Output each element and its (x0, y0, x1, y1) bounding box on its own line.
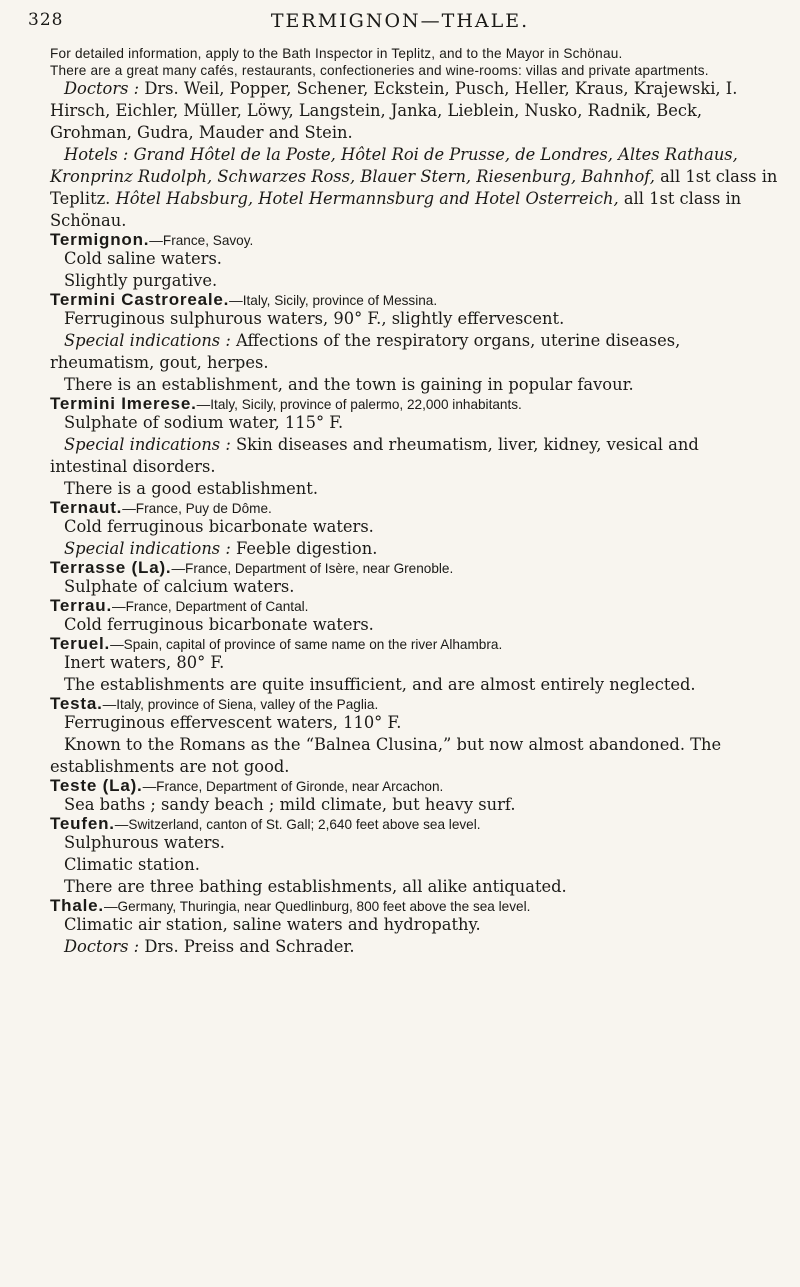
entry-location: —Italy, province of Siena, valley of the Paglia. (102, 697, 379, 712)
entry-note: There is a good establishment. (64, 479, 319, 498)
special-indications-label: Special indications : (64, 331, 231, 350)
entry (50, 500, 778, 560)
hotels-list-2: Hôtel Habsburg, Hotel Hermannsburg and Hotel Osterreich, (115, 189, 619, 208)
entry-line: Sulphurous waters. (64, 833, 225, 852)
entry-headword: Termini Castroreale. (50, 290, 230, 309)
special-indications (50, 538, 778, 560)
special-indications-label: Special indications : (64, 435, 231, 454)
entry-heading (50, 292, 778, 308)
page-number: 328 (28, 10, 64, 30)
intro-hotels (50, 144, 778, 232)
entry-location: —Italy, Sicily, province of Messina. (229, 293, 438, 308)
entry-location: —France, Puy de Dôme. (122, 501, 272, 516)
entry (50, 636, 778, 696)
entry (50, 292, 778, 396)
entry-location: —Germany, Thuringia, near Quedlinburg, 800 feet above the sea level. (103, 899, 531, 914)
entry-heading (50, 598, 778, 614)
entry-line: Climatic air station, saline waters and hydropathy. (64, 915, 481, 934)
entry-heading (50, 232, 778, 248)
entry-line: Cold saline waters. (64, 249, 222, 268)
hotels-note-2: all 1st class in Schönau. (50, 189, 742, 230)
entry-headword: Terrau. (50, 596, 112, 615)
entry (50, 560, 778, 598)
page-content (50, 46, 778, 958)
entry-headword: Terrasse (La). (50, 558, 172, 577)
entry (50, 396, 778, 500)
entry-headword: Termini Imerese. (50, 394, 197, 413)
entry-heading (50, 696, 778, 712)
entry-heading (50, 396, 778, 412)
entry-headword: Ternaut. (50, 498, 123, 517)
entry-heading (50, 636, 778, 652)
entry-heading (50, 500, 778, 516)
entry (50, 778, 778, 816)
entry-line: Known to the Romans as the “Balnea Clusina,” but now almost abandoned. The establishments are not good. (50, 735, 722, 776)
special-indications (50, 330, 778, 374)
entry-line: Sulphate of calcium waters. (64, 577, 295, 596)
entry-headword: Teufen. (50, 814, 115, 833)
entry (50, 816, 778, 898)
entry-note: There is an establishment, and the town is gaining in popular favour. (64, 375, 634, 394)
hotels-list-1: Grand Hôtel de la Poste, Hôtel Roi de Prusse, de Londres, Altes Rathaus, Kronprinz Rudolph, Schwarzes Ross, Blauer Stern, Riesenburg, Bahnhof, (50, 145, 738, 186)
entry-line: Climatic station. (64, 855, 200, 874)
entry-heading (50, 816, 778, 832)
entry-headword: Termignon. (50, 230, 150, 249)
entry-line: Cold ferruginous bicarbonate waters. (64, 517, 374, 536)
special-indications (50, 434, 778, 478)
entry-heading (50, 778, 778, 794)
entry-doctors (50, 936, 778, 958)
entry (50, 696, 778, 778)
entry-line: Cold ferruginous bicarbonate waters. (64, 615, 374, 634)
entry-line: Ferruginous sulphurous waters, 90° F., slightly effervescent. (64, 309, 565, 328)
entry-headword: Teste (La). (50, 776, 143, 795)
special-indications-text: Feeble digestion. (236, 539, 378, 558)
hotels-note-1: all 1st class in Teplitz. (50, 167, 778, 208)
entry (50, 898, 778, 958)
entry-line: Ferruginous effervescent waters, 110° F. (64, 713, 402, 732)
entry-headword: Testa. (50, 694, 103, 713)
entry (50, 598, 778, 636)
entry-location: —France, Department of Gironde, near Arcachon. (142, 779, 444, 794)
intro-note: For detailed information, apply to the Bath Inspector in Teplitz, and to the Mayor in Schönau. (50, 46, 623, 61)
entry-line: There are three bathing establishments, all alike antiquated. (64, 877, 567, 896)
intro-doctors (50, 78, 778, 144)
entry-line: Slightly purgative. (64, 271, 218, 290)
entry-location: —France, Department of Isère, near Grenoble. (171, 561, 454, 576)
doctors-label: Doctors : (64, 937, 140, 956)
entry-location: —France, Savoy. (149, 233, 254, 248)
entry-location: —Italy, Sicily, province of palermo, 22,000 inhabitants. (196, 397, 522, 412)
entry-line: The establishments are quite insufficient, and are almost entirely neglected. (64, 675, 696, 694)
entry-line: Sea baths ; sandy beach ; mild climate, but heavy surf. (64, 795, 516, 814)
doctors-label: Doctors : (64, 79, 140, 98)
special-indications-text: Skin diseases and rheumatism, liver, kidney, vesical and intestinal disorders. (50, 435, 699, 476)
entry-heading (50, 898, 778, 914)
special-indications-text: Affections of the respiratory organs, uterine diseases, rheumatism, gout, herpes. (50, 331, 681, 372)
entries-list (50, 232, 778, 958)
entry-heading (50, 560, 778, 576)
entry-line: Sulphate of sodium water, 115° F. (64, 413, 344, 432)
doctors-list: Drs. Preiss and Schrader. (144, 937, 355, 956)
page-header (0, 8, 800, 38)
special-indications-label: Special indications : (64, 539, 231, 558)
entry-headword: Teruel. (50, 634, 111, 653)
entry-location: —France, Department of Cantal. (111, 599, 309, 614)
running-head: TERMIGNON—THALE. (270, 10, 530, 32)
doctors-list: Drs. Weil, Popper, Schener, Eckstein, Pusch, Heller, Kraus, Krajewski, I. Hirsch, Eichler, Müller, Löwy, Langstein, Janka, Lieblein, Nusko, Radnik, Beck, Grohman, Gudra, Mauder and Stein. (50, 79, 738, 142)
intro-note-2: There are a great many cafés, restaurants, confectioneries and wine-rooms: villas and private apartments. (50, 63, 709, 78)
hotels-label: Hotels : (64, 145, 129, 164)
entry-location: —Spain, capital of province of same name on the river Alhambra. (110, 637, 503, 652)
entry-location: —Switzerland, canton of St. Gall; 2,640 feet above sea level. (114, 817, 481, 832)
entry-line: Inert waters, 80° F. (64, 653, 225, 672)
entry-headword: Thale. (50, 896, 104, 915)
entry (50, 232, 778, 292)
